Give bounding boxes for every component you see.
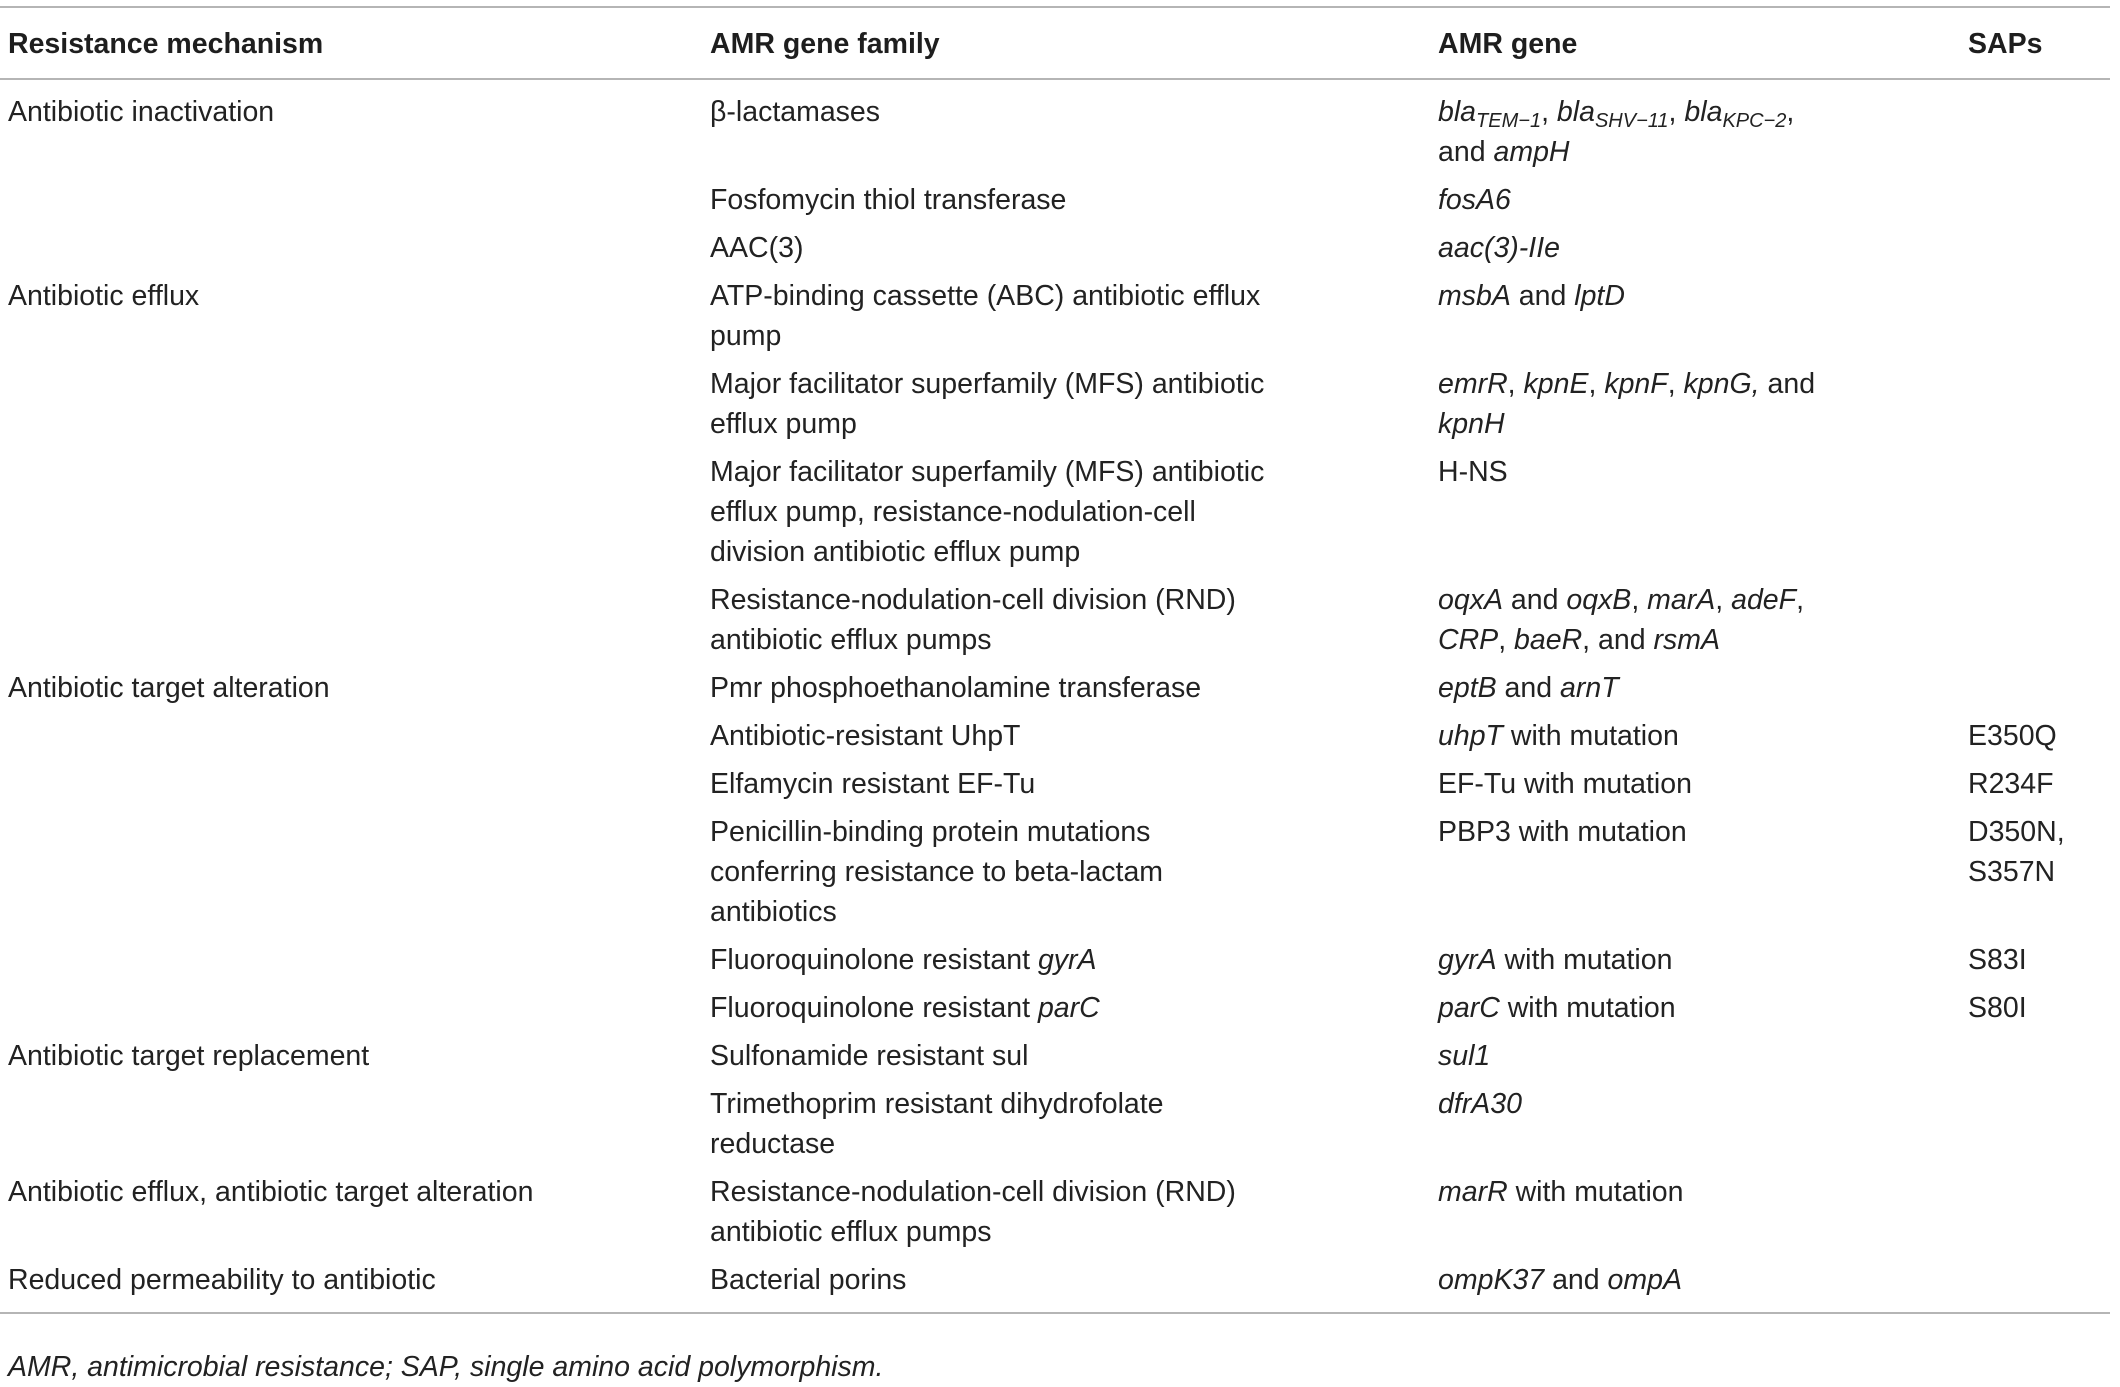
text-run: SHV−11: [1594, 110, 1669, 132]
text-run: Pmr phosphoethanolamine transferase: [710, 672, 1202, 704]
family-text: [710, 180, 1270, 220]
table-row: [0, 448, 2110, 576]
cell-saps: E350Q: [1968, 720, 2057, 752]
cell-saps: R234F: [1968, 768, 2054, 800]
text-run: ,: [1498, 624, 1515, 656]
amr-table: [0, 6, 2110, 1314]
table-body: [0, 79, 2110, 1313]
table-row: [0, 272, 2110, 360]
cell-amr-gene-family: [702, 1168, 1430, 1256]
text-run: and: [1544, 1264, 1608, 1296]
text-run: adeF: [1731, 584, 1797, 616]
text-run: fosA6: [1438, 184, 1511, 216]
text-run: ,: [1715, 584, 1732, 616]
cell-saps: D350N, S357N: [1968, 816, 2065, 888]
text-run: with mutation: [1502, 720, 1679, 752]
cell-amr-gene: [1430, 808, 1960, 936]
family-text: [710, 1260, 1270, 1300]
cell-amr-gene: [1430, 79, 1960, 176]
text-run: and: [1502, 584, 1567, 616]
text-run: rsmA: [1653, 624, 1720, 656]
text-run: Resistance-nodulation-cell division (RND) antibiotic efflux pumps: [710, 584, 1236, 656]
cell-amr-gene: [1430, 1256, 1960, 1313]
text-run: ,: [1668, 96, 1685, 128]
text-run: Resistance-nodulation-cell division (RND) antibiotic efflux pumps: [710, 1176, 1236, 1248]
text-run: ATP-binding cassette (ABC) antibiotic efflux pump: [710, 280, 1261, 352]
gene-text: [1438, 228, 1838, 268]
text-run: parC: [1037, 992, 1100, 1024]
table-row: [0, 360, 2110, 448]
cell-amr-gene-family: [702, 712, 1430, 760]
text-run: AAC(3): [710, 232, 804, 264]
text-run: marR: [1438, 1176, 1508, 1208]
cell-saps: [1960, 272, 2110, 360]
family-text: [710, 276, 1270, 356]
cell-saps: [1960, 1032, 2110, 1080]
cell-amr-gene-family: [702, 984, 1430, 1032]
table-footnote: AMR, antimicrobial resistance; SAP, single amino acid polymorphism.: [8, 1351, 884, 1383]
text-run: Trimethoprim resistant dihydrofolate reductase: [710, 1088, 1164, 1160]
text-run: baeR: [1514, 624, 1583, 656]
gene-text: [1438, 988, 1838, 1028]
text-run: and: [1510, 280, 1575, 312]
header-amr-gene: AMR gene: [1430, 7, 1960, 79]
cell-amr-gene-family: [702, 576, 1430, 664]
cell-amr-gene-family: [702, 272, 1430, 360]
text-run: Elfamycin resistant EF-Tu: [710, 768, 1036, 800]
text-run: lptD: [1574, 280, 1625, 312]
table-row: [0, 576, 2110, 664]
text-run: ompA: [1607, 1264, 1682, 1296]
text-run: Bacterial porins: [710, 1264, 907, 1296]
text-run: β-lactamases: [710, 96, 881, 128]
cell-amr-gene-family: [702, 1032, 1430, 1080]
family-text: [710, 812, 1270, 932]
table-row: [0, 984, 2110, 1032]
gene-text: [1438, 940, 1838, 980]
text-run: sul1: [1438, 1040, 1491, 1072]
table-row: [0, 808, 2110, 936]
text-run: emrR: [1438, 368, 1508, 400]
cell-resistance-mechanism: [0, 808, 702, 936]
table-row: [0, 1168, 2110, 1256]
text-run: , and: [1582, 624, 1654, 656]
text-run: msbA: [1438, 280, 1511, 312]
text-run: ,: [1631, 584, 1648, 616]
family-text: [710, 940, 1270, 980]
text-run: with mutation: [1496, 944, 1673, 976]
cell-resistance-mechanism: [0, 224, 702, 272]
family-text: [710, 580, 1270, 660]
family-text: [710, 452, 1270, 572]
text-run: Penicillin-binding protein mutations conferring resistance to beta-lactam antibiotics: [710, 816, 1164, 928]
gene-text: [1438, 364, 1838, 444]
gene-text: [1438, 716, 1838, 756]
text-run: ampH: [1493, 136, 1570, 168]
cell-saps: [1960, 1168, 2110, 1256]
family-text: [710, 228, 1270, 268]
text-run: H-NS: [1438, 456, 1508, 488]
text-run: aac(3)-IIe: [1438, 232, 1560, 264]
cell-amr-gene: [1430, 712, 1960, 760]
family-text: [710, 1172, 1270, 1252]
text-run: Fluoroquinolone resistant: [710, 992, 1038, 1024]
cell-saps: [1960, 176, 2110, 224]
cell-saps: [1960, 1256, 2110, 1313]
cell-saps: [1960, 448, 2110, 576]
text-run: CRP: [1438, 624, 1499, 656]
cell-amr-gene: [1430, 1168, 1960, 1256]
cell-amr-gene-family: [702, 448, 1430, 576]
text-run: ,: [1588, 368, 1605, 400]
cell-resistance-mechanism: [0, 448, 702, 576]
family-text: [710, 1036, 1270, 1076]
text-run: bla: [1438, 96, 1477, 128]
text-run: kpnH: [1438, 408, 1505, 440]
cell-amr-gene: [1430, 936, 1960, 984]
cell-amr-gene-family: [702, 360, 1430, 448]
table-row: [0, 760, 2110, 808]
cell-resistance-mechanism: [0, 176, 702, 224]
text-run: marA: [1647, 584, 1716, 616]
cell-resistance-mechanism: [0, 360, 702, 448]
table-row: [0, 176, 2110, 224]
gene-text: [1438, 452, 1838, 492]
table-row: [0, 712, 2110, 760]
text-run: TEM−1: [1476, 110, 1542, 132]
text-run: dfrA30: [1438, 1088, 1522, 1120]
cell-amr-gene-family: [702, 79, 1430, 176]
text-run: bla: [1684, 96, 1723, 128]
text-run: arnT: [1560, 672, 1619, 704]
cell-resistance-mechanism: [0, 984, 702, 1032]
table-row: [0, 224, 2110, 272]
text-run: ompK37: [1438, 1264, 1545, 1296]
cell-amr-gene-family: [702, 176, 1430, 224]
table-row: [0, 1080, 2110, 1168]
cell-amr-gene: [1430, 360, 1960, 448]
cell-saps: [1960, 224, 2110, 272]
text-run: with mutation: [1507, 1176, 1684, 1208]
table-row: [0, 79, 2110, 176]
gene-text: [1438, 1172, 1838, 1212]
cell-resistance-mechanism: [0, 1080, 702, 1168]
family-text: [710, 988, 1270, 1028]
text-run: kpnE: [1523, 368, 1589, 400]
table-header: [0, 7, 2110, 79]
text-run: kpnF: [1604, 368, 1668, 400]
cell-amr-gene: [1430, 664, 1960, 712]
table-row: [0, 1032, 2110, 1080]
family-text: [710, 764, 1270, 804]
cell-saps: [1960, 360, 2110, 448]
text-run: Antibiotic-resistant UhpT: [710, 720, 1021, 752]
cell-resistance-mechanism: Reduced permeability to antibiotic: [0, 1256, 702, 1313]
text-run: oqxB: [1566, 584, 1632, 616]
text-run: bla: [1556, 96, 1595, 128]
text-run: Major facilitator superfamily (MFS) antibiotic efflux pump, resistance-nodulation-cell division antibiotic efflux pump: [710, 456, 1265, 568]
cell-amr-gene: [1430, 224, 1960, 272]
text-run: ,: [1796, 584, 1804, 616]
text-run: ,: [1667, 368, 1684, 400]
cell-amr-gene-family: [702, 936, 1430, 984]
cell-saps: [1960, 664, 2110, 712]
text-run: gyrA: [1438, 944, 1497, 976]
header-saps: SAPs: [1960, 7, 2110, 79]
text-run: with mutation: [1499, 992, 1676, 1024]
text-run: and: [1496, 672, 1561, 704]
cell-amr-gene-family: [702, 760, 1430, 808]
cell-saps: S83I: [1968, 944, 2027, 976]
cell-saps: S80I: [1968, 992, 2027, 1024]
gene-text: [1438, 1084, 1838, 1124]
text-run: eptB: [1438, 672, 1497, 704]
table-row: [0, 664, 2110, 712]
gene-text: [1438, 580, 1838, 660]
cell-saps: [1960, 79, 2110, 176]
text-run: oqxA: [1438, 584, 1503, 616]
text-run: Fluoroquinolone resistant: [710, 944, 1038, 976]
cell-amr-gene: [1430, 984, 1960, 1032]
text-run: and: [1759, 368, 1816, 400]
gene-text: [1438, 180, 1838, 220]
cell-amr-gene: [1430, 1032, 1960, 1080]
cell-resistance-mechanism: Antibiotic target alteration: [8, 672, 330, 704]
cell-amr-gene: [1430, 272, 1960, 360]
cell-resistance-mechanism: Antibiotic target replacement: [8, 1040, 370, 1072]
family-text: [710, 716, 1270, 756]
text-run: Fosfomycin thiol transferase: [710, 184, 1067, 216]
family-text: [710, 92, 1270, 132]
gene-text: [1438, 276, 1838, 316]
header-amr-gene-family: AMR gene family: [702, 7, 1430, 79]
text-run: KPC−2: [1722, 110, 1787, 132]
text-run: kpnG,: [1683, 368, 1760, 400]
header-resistance-mechanism: Resistance mechanism: [0, 7, 702, 79]
gene-text: [1438, 812, 1838, 852]
gene-text: [1438, 92, 1838, 172]
text-run: PBP3 with mutation: [1438, 816, 1687, 848]
text-run: Sulfonamide resistant sul: [710, 1040, 1029, 1072]
cell-saps: [1960, 576, 2110, 664]
family-text: [710, 364, 1270, 444]
cell-saps: [1960, 1080, 2110, 1168]
header-row: [0, 7, 2110, 79]
text-run: parC: [1438, 992, 1500, 1024]
cell-amr-gene: [1430, 576, 1960, 664]
cell-amr-gene-family: [702, 1256, 1430, 1313]
cell-amr-gene: [1430, 760, 1960, 808]
gene-text: [1438, 668, 1838, 708]
text-run: Major facilitator superfamily (MFS) antibiotic efflux pump: [710, 368, 1265, 440]
cell-amr-gene-family: [702, 1080, 1430, 1168]
text-run: , and: [1438, 96, 1795, 168]
cell-resistance-mechanism: Antibiotic inactivation: [8, 96, 275, 128]
cell-amr-gene: [1430, 448, 1960, 576]
cell-resistance-mechanism: [0, 936, 702, 984]
cell-amr-gene-family: [702, 808, 1430, 936]
cell-resistance-mechanism: [0, 712, 702, 760]
cell-amr-gene-family: [702, 664, 1430, 712]
text-run: uhpT: [1438, 720, 1503, 752]
cell-amr-gene: [1430, 1080, 1960, 1168]
table-row: [0, 936, 2110, 984]
cell-amr-gene: [1430, 176, 1960, 224]
text-run: EF-Tu with mutation: [1438, 768, 1692, 800]
table-row: [0, 1256, 2110, 1313]
family-text: [710, 1084, 1270, 1164]
cell-resistance-mechanism: [0, 576, 702, 664]
text-run: ,: [1507, 368, 1524, 400]
cell-amr-gene-family: [702, 224, 1430, 272]
text-run: ,: [1541, 96, 1557, 128]
cell-resistance-mechanism: [0, 760, 702, 808]
cell-resistance-mechanism: Antibiotic efflux: [8, 280, 200, 312]
cell-resistance-mechanism: Antibiotic efflux, antibiotic target alteration: [8, 1176, 534, 1208]
gene-text: [1438, 1036, 1838, 1076]
family-text: [710, 668, 1270, 708]
gene-text: [1438, 1260, 1838, 1300]
gene-text: [1438, 764, 1838, 804]
text-run: gyrA: [1037, 944, 1097, 976]
